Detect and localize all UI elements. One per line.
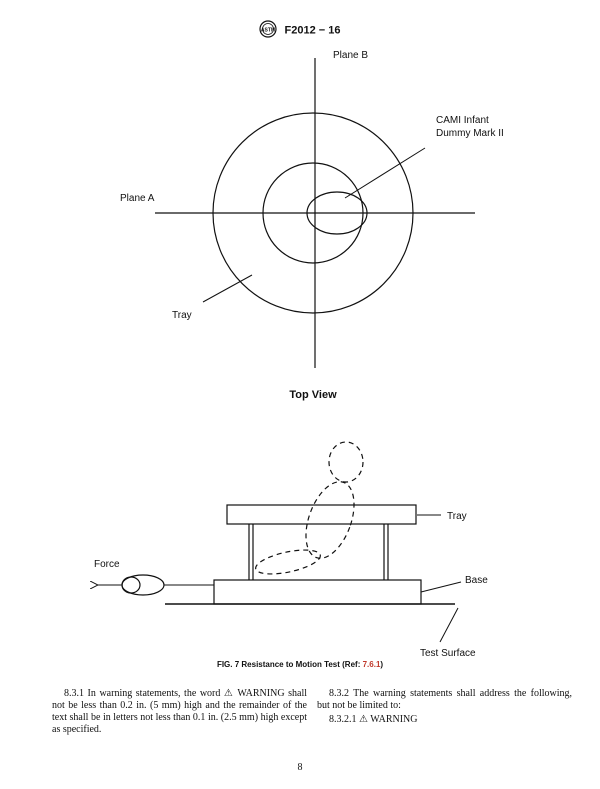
caption-close: ) [380, 660, 384, 669]
paragraph-8-3-2-1: 8.3.2.1 ⚠ WARNING [329, 714, 418, 725]
top-view-tray-label: Tray [172, 310, 192, 321]
left-column [52, 688, 307, 738]
document-designation: F2012 − 16 [284, 24, 341, 37]
plane-b-label: Plane B [333, 50, 369, 61]
tray-plate [227, 505, 416, 524]
side-view-diagram [97, 442, 461, 642]
top-view-diagram [155, 58, 475, 368]
base-block [214, 580, 421, 604]
tray-leader-line [203, 275, 252, 302]
test-surface-label: Test Surface [420, 648, 476, 659]
svg-text:ASTM: ASTM [261, 27, 276, 34]
force-label: Force [94, 559, 120, 570]
force-attachment-outer [122, 575, 164, 595]
dummy-label-line1: CAMI Infant [436, 115, 489, 126]
page-number: 8 [297, 762, 303, 773]
dummy-torso [297, 475, 364, 565]
caption-text: FIG. 7 Resistance to Motion Test (Ref: [216, 660, 363, 669]
dummy-head [329, 442, 363, 482]
right-column [317, 688, 572, 728]
dummy-legs [254, 545, 323, 578]
base-label: Base [465, 575, 488, 586]
plane-a-label: Plane A [120, 193, 155, 204]
side-view-tray-label: Tray [447, 511, 467, 522]
figure-caption [0, 660, 600, 669]
top-view-title: Top View [289, 389, 337, 401]
paragraph-8-3-2: 8.3.2 The warning statements shall address the following, but not be limited to: [317, 688, 572, 711]
paragraph-8-3-1: 8.3.1 In warning statements, the word ⚠ WARNING shall not be less than 0.2 in. (5 mm) high and the remainder of the text shall be in letters not less than 0.1 in. (2.5 mm) high except as specified. [52, 688, 307, 735]
force-attachment-inner [122, 577, 140, 593]
dummy-label-line2: Dummy Mark II [436, 128, 504, 139]
dummy-side-figure [254, 442, 364, 579]
dummy-leader-line [345, 148, 425, 198]
surface-leader [440, 608, 458, 642]
base-leader [421, 582, 461, 592]
caption-ref-link[interactable]: 7.6.1 [362, 660, 381, 669]
